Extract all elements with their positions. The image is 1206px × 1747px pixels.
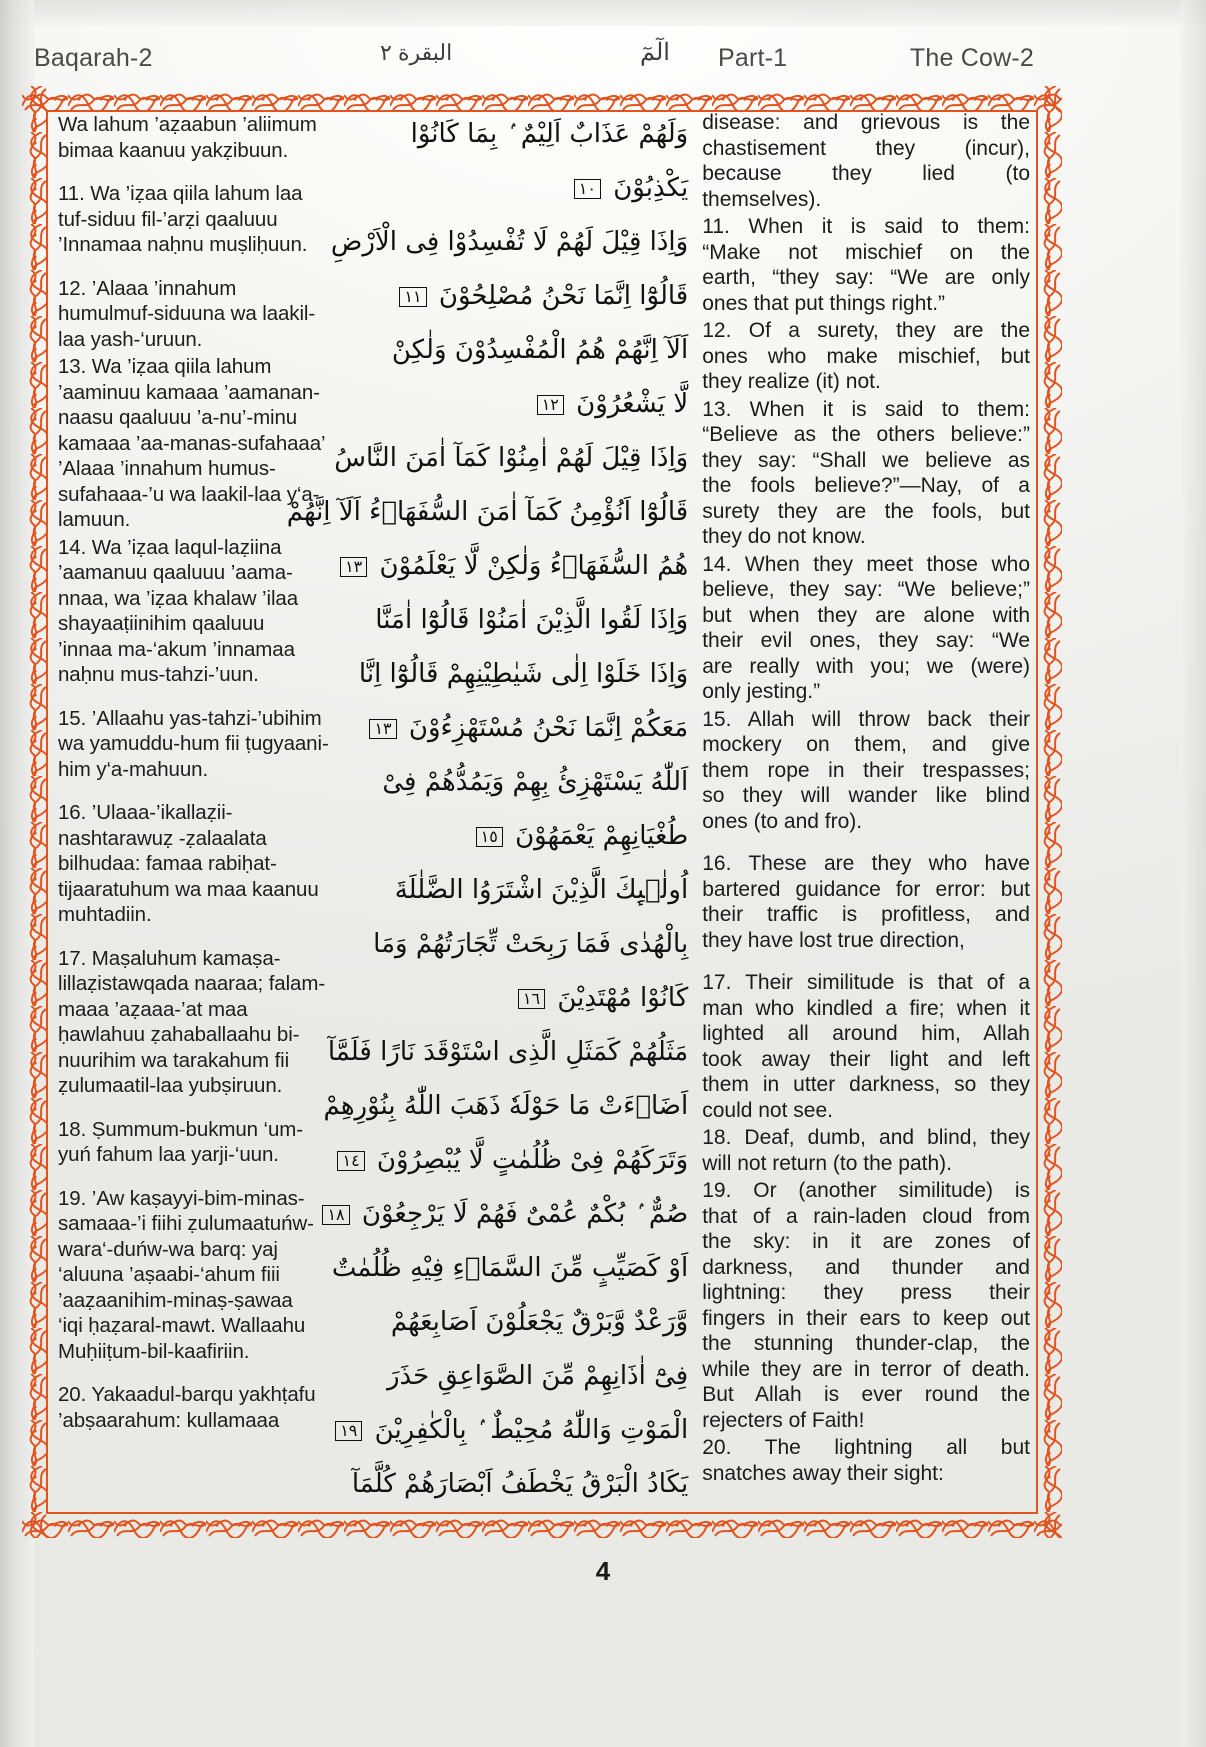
header-part-label: Part-1 bbox=[718, 44, 788, 72]
english-line: lightning: they press their bbox=[702, 1281, 1030, 1304]
english-line: so they will wander like blind bbox=[702, 784, 1030, 807]
english-line: their evil ones, they say: “We bbox=[702, 629, 1030, 652]
transliteration-line: laa yash-‘uruun. bbox=[58, 327, 203, 351]
transliteration-line: nashtarawuẓ -ẓalaalata bbox=[58, 826, 267, 850]
transliteration-line: ẓulumaatil-laa yubṣiruun. bbox=[58, 1074, 283, 1097]
transliteration-line: ‘iqi ḥaẓaral-mawt. Wallaahu bbox=[58, 1314, 306, 1337]
transliteration-verse bbox=[58, 112, 362, 163]
transliteration-line: tuf-siduu fil-’arẓi qaaluuu bbox=[58, 207, 278, 231]
arabic-line: فِىْٓ اٰذَانِهِمْ مِّنَ الصَّوَاعِقِ حَذَرَ bbox=[386, 1361, 689, 1391]
header-muqattaat: الٓمٓ bbox=[640, 39, 670, 66]
english-line: 16. These are they who have bbox=[702, 852, 1030, 875]
arabic-line: يَكَادُ الْبَرْقُ يَخْطَفُ اَبْصَارَهُمْ كُلَّمَآ bbox=[351, 1469, 689, 1499]
english-line: because they lied (to bbox=[702, 162, 1030, 185]
english-verse bbox=[702, 707, 1030, 835]
english-line: their traffic is profitless, and bbox=[702, 903, 1030, 926]
transliteration-line: nuurihim wa tarakahum fii bbox=[58, 1048, 290, 1072]
arabic-line: وَتَرَكَهُمْ فِىْ ظُلُمٰتٍ لَّا يُبْصِرُوْنَ ١٤ bbox=[372, 1134, 688, 1186]
page-shadow-top bbox=[0, 0, 1206, 26]
transliteration-line: 17. Maṣaluhum kamaṣa- bbox=[58, 946, 281, 970]
english-line: they have lost true direction, bbox=[702, 928, 965, 952]
transliteration-verse bbox=[58, 535, 362, 688]
transliteration-line: ’aaminuu kamaaa ’aamanan- bbox=[58, 380, 320, 404]
transliteration-line: ’innaa ma-‘akum ’innamaa bbox=[58, 637, 295, 661]
english-line: 12. Of a surety, they are the bbox=[702, 319, 1030, 342]
arabic-line: بِالْهُدٰى فَمَا رَبِحَتْ تِّجَارَتُهُمْ وَمَا bbox=[373, 929, 689, 959]
transliteration-line: 14. Wa ’iẓaa laqul-laẓiina bbox=[58, 535, 282, 559]
english-translation-column bbox=[692, 106, 1038, 1520]
transliteration-line: 16. ’Ulaaa-’ikallaẓii- bbox=[58, 801, 233, 824]
transliteration-line: tijaaratuhum wa maa kaanuu bbox=[58, 877, 319, 901]
english-line: fingers in their ears to keep out bbox=[702, 1306, 1030, 1330]
arabic-line: قَالُوْٓا اَنُؤْمِنُ كَمَآ اٰمَنَ السُّفَهَاۤءُ اَلَآ اِنَّهُمْ bbox=[286, 497, 689, 527]
english-line: But Allah is ever round the bbox=[702, 1383, 1030, 1406]
transliteration-line: Wa lahum ’aẓaabun ’aliimum bbox=[58, 113, 317, 136]
transliteration-verse bbox=[58, 706, 362, 783]
english-line: “Make not mischief on the bbox=[702, 240, 1030, 264]
english-line: but when they are alone with bbox=[702, 603, 1030, 627]
transliteration-verse bbox=[58, 800, 362, 928]
transliteration-line: Muḥiiṭum-bil-kaafiriin. bbox=[58, 1339, 250, 1363]
transliteration-line: 20. Yakaadul-barqu yakhṭafu bbox=[58, 1383, 316, 1406]
ayah-number-marker: ١١ bbox=[399, 287, 426, 307]
english-verse bbox=[702, 970, 1030, 1123]
english-line: chastisement they (incur), bbox=[702, 136, 1030, 160]
arabic-line: لَّا يَشْعُرُوْنَ ١٢ bbox=[372, 378, 688, 430]
transliteration-verse bbox=[58, 946, 362, 1099]
arabic-line: وَّرَعْدٌ وَّبَرْقٌ يَجْعَلُوْنَ اَصَابِعَهُمْ bbox=[390, 1307, 689, 1337]
english-line: are really with you; we (were) bbox=[702, 654, 1030, 678]
transliteration-line: lillaẓistawqada naaraa; falam- bbox=[58, 972, 326, 995]
english-verse bbox=[702, 110, 1030, 212]
english-line: the sky: in it are zones of bbox=[702, 1230, 1030, 1253]
transliteration-line: lamuun. bbox=[58, 508, 131, 531]
transliteration-line: 11. Wa ’iẓaa qiila lahum laa bbox=[58, 182, 303, 205]
english-line: 11. When it is said to them: bbox=[702, 215, 1030, 238]
english-verse bbox=[702, 1435, 1030, 1486]
english-line: disease: and grievous is the bbox=[702, 111, 1030, 134]
transliteration-line: ‘aluuna ’aṣaabi-‘ahum fiii bbox=[58, 1263, 280, 1286]
english-verse bbox=[702, 552, 1030, 705]
english-line: they realize (it) not. bbox=[702, 370, 881, 393]
arabic-line: مَعَكُمْ اِنَّمَا نَحْنُ مُسْتَهْزِءُوْنَ ١٣ bbox=[372, 702, 688, 754]
english-verse bbox=[702, 214, 1030, 316]
english-line: ones that put things right.” bbox=[702, 291, 946, 315]
english-line: 19. Or (another similitude) is bbox=[702, 1179, 1030, 1202]
arabic-line: اَلَآ اِنَّهُمْ هُمُ الْمُفْسِدُوْنَ وَلٰكِنْ bbox=[391, 335, 689, 365]
transliteration-line: samaaa-’i fiihi ẓulumaatuńw- bbox=[58, 1212, 314, 1235]
english-line: that of a rain-laden cloud from bbox=[702, 1204, 1030, 1228]
english-line: them rope in their trespasses; bbox=[702, 758, 1030, 782]
english-line: only jesting.” bbox=[702, 680, 821, 703]
page-shadow-right bbox=[1180, 0, 1206, 1747]
english-line: snatches away their sight: bbox=[702, 1461, 944, 1485]
ayah-number-marker: ١٨ bbox=[322, 1205, 349, 1225]
english-line: “Believe as the others believe:” bbox=[702, 423, 1030, 446]
transliteration-line: ’abṣaarahum: kullamaaa bbox=[58, 1408, 280, 1432]
arabic-line: هُمُ السُّفَهَاۤءُ وَلٰكِنْ لَّا يَعْلَمُوْنَ ١٣ bbox=[372, 540, 688, 592]
transliteration-line: shayaaṭiinihim qaaluuu bbox=[58, 612, 265, 635]
ayah-number-marker: ١٤ bbox=[337, 1151, 364, 1171]
ayah-number-marker: ١٣ bbox=[340, 557, 367, 577]
english-line: could not see. bbox=[702, 1098, 833, 1122]
english-line: bartered guidance for error: but bbox=[702, 877, 1030, 901]
transliteration-line: naḥnu mus-tahzi-’uun. bbox=[58, 663, 259, 686]
english-line: ones who make mischief, but bbox=[702, 344, 1030, 368]
transliteration-line: kamaaa ’aa-manas-sufahaaa’ bbox=[58, 431, 326, 455]
transliteration-line: 12. ’Alaaa ’innahum bbox=[58, 276, 237, 300]
english-verse bbox=[702, 318, 1030, 395]
arabic-line: وَاِذَا خَلَوْا اِلٰى شَيٰطِيْنِهِمْ قَالُوْٓا اِنَّا bbox=[358, 659, 689, 689]
transliteration-verse bbox=[58, 181, 362, 258]
header-surah-transliteration: Baqarah-2 bbox=[34, 44, 153, 72]
transliteration-line: 15. ’Allaahu yas-tahzi-’ubihim bbox=[58, 706, 322, 730]
english-line: surety they are the fools, but bbox=[702, 499, 1030, 523]
english-line: earth, “they say: “We are only bbox=[702, 266, 1030, 289]
arabic-line: اَضَاۤءَتْ مَا حَوْلَهٗ ذَهَبَ اللّٰهُ بِنُوْرِهِمْ bbox=[323, 1091, 689, 1121]
arabic-line: صُمٌّ ۢ بُكْمٌ عُمْىٌ فَهُمْ لَا يَرْجِعُوْنَ ١٨ bbox=[372, 1188, 688, 1240]
transliteration-line: ḥawlahuu ẓahaballaahu bi- bbox=[58, 1023, 300, 1046]
ayah-number-marker: ١٢ bbox=[537, 395, 564, 415]
transliteration-line: sufahaaa-’u wa laakil-laa y‘a- bbox=[58, 482, 320, 506]
arabic-line: اُولٰۤىِٕكَ الَّذِيْنَ اشْتَرَوُا الضَّلٰلَةَ bbox=[394, 875, 689, 905]
english-line: 14. When they meet those who bbox=[702, 552, 1030, 576]
arabic-line: وَلَهُمْ عَذَابٌ اَلِيْمٌ ۢ بِمَا كَانُوْا bbox=[410, 119, 689, 149]
transliteration-line: him y‘a-mahuun. bbox=[58, 757, 209, 781]
english-line: took away their light and left bbox=[702, 1047, 1030, 1071]
english-verse bbox=[702, 1178, 1030, 1433]
transliteration-line: naasu qaaluuu ’a-nu’-minu bbox=[58, 406, 298, 429]
english-verse bbox=[702, 397, 1030, 550]
transliteration-line: bimaa kaanuu yakẓibuun. bbox=[58, 138, 289, 162]
transliteration-line: humulmuf-siduuna wa laakil- bbox=[58, 302, 316, 325]
english-line: believe, they say: “We believe;” bbox=[702, 578, 1030, 601]
transliteration-line: ’Innamaa naḥnu muṣliḥuun. bbox=[58, 233, 308, 256]
english-line: man who kindled a fire; when it bbox=[702, 996, 1030, 1020]
english-verse bbox=[702, 1125, 1030, 1176]
english-line: ones (to and fro). bbox=[702, 809, 863, 833]
transliteration-line: 13. Wa ’iẓaa qiila lahum bbox=[58, 355, 272, 378]
arabic-line: وَاِذَا قِيْلَ لَهُمْ اٰمِنُوْا كَمَآ اٰمَنَ النَّاسُ bbox=[334, 443, 689, 473]
english-line: they say: “Shall we believe as bbox=[702, 448, 1030, 472]
ayah-number-marker: ١٠ bbox=[574, 179, 601, 199]
english-line: them in utter darkness, so they bbox=[702, 1073, 1030, 1096]
english-line: 18. Deaf, dumb, and blind, they bbox=[702, 1126, 1030, 1149]
transliteration-line: ’Alaaa ’innahum humus- bbox=[58, 457, 276, 480]
header-surah-english: The Cow-2 bbox=[909, 44, 1034, 72]
arabic-line: طُغْيَانِهِمْ يَعْمَهُوْنَ ١٥ bbox=[372, 810, 688, 862]
english-line: rejecters of Faith! bbox=[702, 1408, 865, 1432]
transliteration-verse bbox=[58, 276, 362, 353]
transliteration-line: 18. Ṣummum-bukmun ‘um- bbox=[58, 1117, 304, 1141]
transliteration-column bbox=[46, 106, 370, 1520]
transliteration-verse bbox=[58, 1186, 362, 1365]
arabic-line: وَاِذَا قِيْلَ لَهُمْ لَا تُفْسِدُوْا فِى الْاَرْضِ bbox=[330, 227, 689, 257]
transliteration-line: wara‘-duńw-wa barq: yaj bbox=[58, 1237, 278, 1261]
page-number: 4 bbox=[595, 1556, 611, 1586]
english-line: 15. Allah will throw back their bbox=[702, 707, 1030, 731]
transliteration-line: maaa ’aẓaaa-’at maa bbox=[58, 997, 248, 1021]
transliteration-line: yuń fahum laa yarji-‘uun. bbox=[58, 1143, 279, 1166]
transliteration-line: bilhudaa: famaa rabiḥat- bbox=[58, 852, 277, 875]
english-line: darkness, and thunder and bbox=[702, 1255, 1030, 1279]
english-line: themselves). bbox=[702, 187, 822, 211]
arabic-line: الْمَوْتِ وَاللّٰهُ مُحِيْطٌ ۢ بِالْكٰفِرِيْنَ ١٩ bbox=[372, 1404, 688, 1456]
english-verse bbox=[702, 851, 1030, 953]
page-content bbox=[34, 96, 1050, 1528]
english-line: mockery on them, and give bbox=[702, 733, 1030, 756]
arabic-line: وَاِذَا لَقُوا الَّذِيْنَ اٰمَنُوْا قَالُوْٓا اٰمَنَّا bbox=[375, 605, 689, 635]
arabic-line: اَوْ كَصَيِّبٍ مِّنَ السَّمَاۤءِ فِيْهِ ظُلُمٰتٌ bbox=[331, 1253, 689, 1283]
ayah-number-marker: ١٥ bbox=[476, 827, 503, 847]
english-line: will not return (to the path). bbox=[702, 1151, 953, 1175]
arabic-line: قَالُوْٓا اِنَّمَا نَحْنُ مُصْلِحُوْنَ ١١ bbox=[372, 270, 688, 322]
ayah-number-marker: ١٩ bbox=[335, 1421, 362, 1441]
transliteration-line: 19. ’Aw kaṣayyi-bim-minas- bbox=[58, 1186, 305, 1210]
transliteration-line: wa yamuddu-hum fii ṭugyaani- bbox=[58, 732, 329, 755]
transliteration-line: ’aamanuu qaaluuu ’aama- bbox=[58, 561, 293, 584]
transliteration-line: nnaa, wa ’iẓaa khalaw ’ilaa bbox=[58, 586, 299, 610]
ayah-number-marker: ١٣ bbox=[369, 719, 396, 739]
english-line: lighted all around him, Allah bbox=[702, 1022, 1030, 1045]
english-line: while they are in terror of death. bbox=[702, 1357, 1030, 1381]
transliteration-verse bbox=[58, 1382, 362, 1433]
english-line: the stunning thunder-clap, the bbox=[702, 1332, 1030, 1355]
english-line: 13. When it is said to them: bbox=[702, 397, 1030, 421]
arabic-line: يَكْذِبُوْنَ ١٠ bbox=[372, 162, 688, 214]
english-line: they do not know. bbox=[702, 525, 866, 548]
arabic-line: اَللّٰهُ يَسْتَهْزِئُ بِهِمْ وَيَمُدُّهُمْ فِىْ bbox=[382, 767, 689, 797]
transliteration-line: muhtadiin. bbox=[58, 903, 152, 926]
arabic-line: كَانُوْا مُهْتَدِيْنَ ١٦ bbox=[372, 972, 688, 1024]
page-header bbox=[0, 38, 1206, 82]
transliteration-verse bbox=[58, 1117, 362, 1168]
header-surah-arabic: البقرة ٢ bbox=[380, 40, 453, 65]
english-line: 20. The lightning all but bbox=[702, 1436, 1030, 1459]
transliteration-line: ’aaẓaanihim-minaṣ-ṣawaa bbox=[58, 1288, 293, 1312]
english-line: 17. Their similitude is that of a bbox=[702, 971, 1030, 994]
ayah-number-marker: ١٦ bbox=[518, 989, 545, 1009]
arabic-line: مَثَلُهُمْ كَمَثَلِ الَّذِى اسْتَوْقَدَ نَارًا فَلَمَّآ bbox=[327, 1037, 689, 1067]
arabic-column bbox=[286, 106, 692, 1520]
english-line: the fools believe?”—Nay, of a bbox=[702, 474, 1030, 497]
